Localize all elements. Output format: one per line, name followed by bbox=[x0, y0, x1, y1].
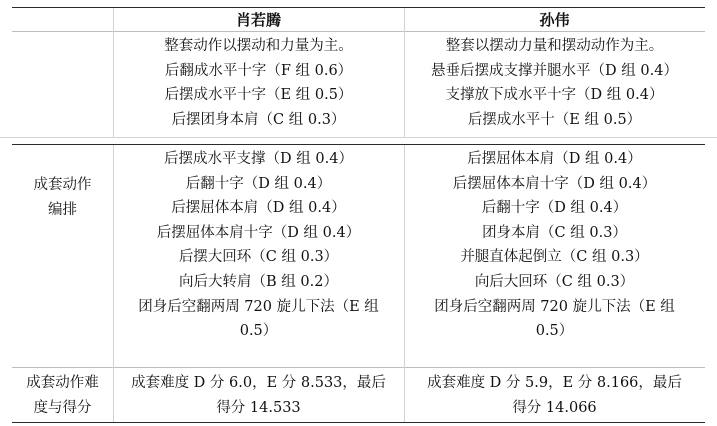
routine-label-line-2: 编排 bbox=[48, 202, 77, 218]
routine-athlete-1-line: 团身后空翻两周 720 旋儿下法（E 组 bbox=[138, 298, 379, 315]
routine-athlete-1-cell bbox=[113, 147, 404, 344]
score-athlete-2-line-2: 得分 14.066 bbox=[512, 399, 597, 416]
table-bottom-border bbox=[12, 422, 705, 423]
routine-athlete-2-line: 后摆屈体本肩十字（D 组 0.4） bbox=[452, 175, 657, 192]
score-label-line-1: 成套动作难 bbox=[26, 375, 99, 391]
routine-label-line-1: 成套动作 bbox=[33, 177, 92, 193]
routine-athlete-2-cell bbox=[404, 147, 705, 344]
score-athlete-1-cell bbox=[113, 371, 404, 420]
top-athlete-1-line: 后摆团身本肩（C 组 0.3） bbox=[171, 111, 346, 128]
top-athlete-2-line: 支撑放下成水平十字（D 组 0.4） bbox=[445, 87, 664, 104]
routine-athlete-2-line: 向后大回环（C 组 0.3） bbox=[474, 273, 635, 290]
header-athlete-2: 孙伟 bbox=[539, 11, 570, 29]
score-athlete-2-line-1: 成套难度 D 分 5.9，E 分 8.166，最后 bbox=[427, 375, 682, 391]
routine-athlete-1-line: 后摆成水平支撑（D 组 0.4） bbox=[164, 151, 353, 167]
routine-athlete-2-line: 0.5） bbox=[535, 323, 574, 340]
routine-athlete-2-line: 后摆屈体本肩（D 组 0.4） bbox=[467, 151, 642, 167]
routine-athlete-1-line: 0.5） bbox=[239, 323, 278, 340]
header-athlete-1: 肖若腾 bbox=[235, 11, 281, 29]
routine-athlete-1-line: 后摆大回环（C 组 0.3） bbox=[178, 249, 339, 266]
top-athlete-2-line: 整套以摆动力量和摆动动作为主。 bbox=[445, 38, 664, 54]
section-break-upper bbox=[0, 137, 717, 138]
top-athlete-1-line: 整套动作以摆动和力量为主。 bbox=[164, 38, 353, 54]
routine-athlete-2-line: 团身后空翻两周 720 旋儿下法（E 组 bbox=[434, 298, 675, 315]
top-athlete-2-line: 悬垂后摆成支撑并腿水平（D 组 0.4） bbox=[431, 62, 678, 79]
routine-athlete-1-line: 后摆屈体本肩（D 组 0.4） bbox=[171, 200, 346, 217]
score-label bbox=[12, 371, 113, 421]
score-label-line-2: 度与得分 bbox=[33, 400, 92, 416]
section-break-lower bbox=[12, 144, 705, 145]
routine-athlete-1-line: 后摆屈体本肩十字（D 组 0.4） bbox=[156, 224, 361, 241]
routine-athlete-1-line: 后翻十字（D 组 0.4） bbox=[185, 175, 332, 192]
top-athlete-1-line: 后摆成水平十字（E 组 0.5） bbox=[164, 87, 353, 104]
score-athlete-1-line-2: 得分 14.533 bbox=[216, 399, 301, 416]
top-athlete-1-line: 后翻成水平十字（F 组 0.6） bbox=[164, 62, 353, 79]
top-athlete-1-cell bbox=[113, 34, 404, 132]
routine-label bbox=[12, 173, 113, 223]
score-athlete-1-line-1: 成套难度 D 分 6.0，E 分 8.533，最后 bbox=[131, 375, 386, 391]
routine-athlete-1-line: 向后大转肩（B 组 0.2） bbox=[179, 273, 338, 290]
routine-athlete-2-line: 后翻十字（D 组 0.4） bbox=[481, 200, 628, 217]
top-athlete-2-line: 后摆成水平十（E 组 0.5） bbox=[467, 111, 642, 128]
top-athlete-2-cell bbox=[404, 34, 705, 132]
routine-athlete-2-line: 团身本肩（C 组 0.3） bbox=[482, 224, 627, 241]
routine-bottom-border bbox=[12, 367, 705, 368]
score-athlete-2-cell bbox=[404, 371, 705, 420]
routine-athlete-2-line: 并腿直体起倒立（C 组 0.3） bbox=[460, 249, 649, 266]
